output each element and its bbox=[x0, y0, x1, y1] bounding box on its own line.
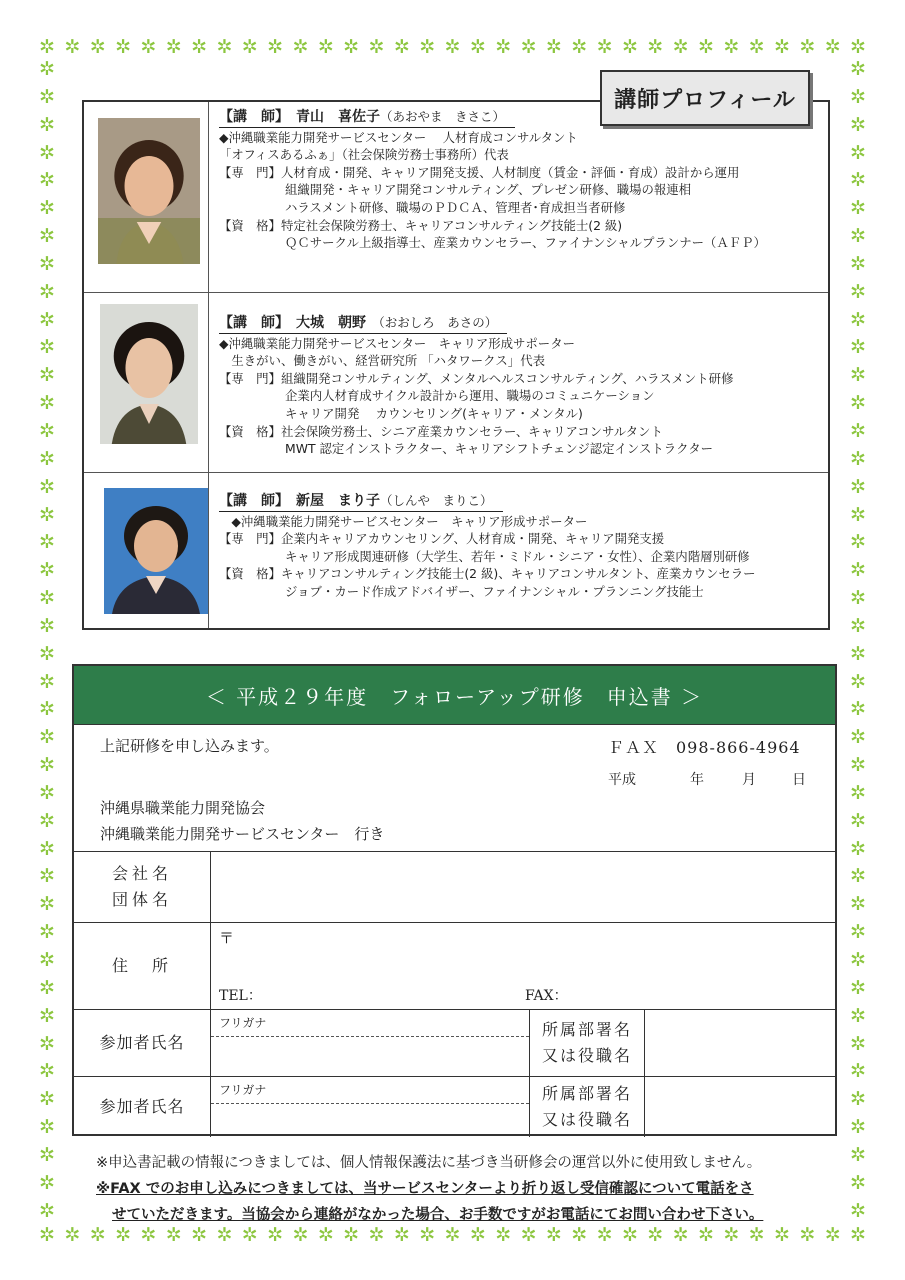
instructor-detail-line: 【資 格】特定社会保険労務士、キャリアコンサルティング技能士(2 級) bbox=[219, 217, 623, 233]
flower-icon: ✲ bbox=[216, 1224, 233, 1246]
flower-icon: ✲ bbox=[165, 36, 182, 58]
flower-icon: ✲ bbox=[39, 475, 55, 498]
flower-icon: ✲ bbox=[850, 36, 866, 58]
flower-icon: ✲ bbox=[748, 1224, 765, 1246]
flower-icon: ✲ bbox=[850, 614, 866, 637]
flower-icon: ✲ bbox=[39, 1171, 55, 1194]
flower-icon: ✲ bbox=[39, 447, 55, 470]
flower-icon: ✲ bbox=[39, 280, 55, 303]
flower-icon: ✲ bbox=[850, 1224, 866, 1246]
flower-icon: ✲ bbox=[317, 1224, 334, 1246]
furigana-label: フリガナ bbox=[219, 1016, 267, 1030]
flower-icon: ✲ bbox=[39, 1143, 55, 1166]
flower-icon: ✲ bbox=[748, 36, 765, 58]
flower-icon: ✲ bbox=[39, 1088, 55, 1111]
flower-icon: ✲ bbox=[850, 308, 866, 331]
date-era: 平成 bbox=[608, 772, 636, 788]
flower-icon: ✲ bbox=[850, 503, 866, 526]
instructor-detail-line: ハラスメント研修、職場のＰＤＣＡ、管理者･育成担当者研修 bbox=[285, 199, 626, 215]
flower-icon: ✲ bbox=[393, 1224, 410, 1246]
address-label: 住 所 bbox=[74, 923, 211, 1009]
flower-icon: ✲ bbox=[343, 36, 360, 58]
recipient-org-2: 沖縄職業能力開発サービスセンター 行き bbox=[100, 825, 385, 843]
flower-icon: ✲ bbox=[774, 1224, 790, 1246]
instructor-row-1 bbox=[84, 102, 828, 293]
flower-icon: ✲ bbox=[444, 36, 461, 58]
participant-name-field-2[interactable] bbox=[211, 1077, 530, 1137]
flower-icon: ✲ bbox=[850, 893, 866, 916]
flower-icon: ✲ bbox=[850, 336, 866, 359]
flower-icon: ✲ bbox=[824, 1224, 841, 1246]
flower-icon: ✲ bbox=[368, 36, 385, 58]
recipient-org-1: 沖縄県職業能力開発協会 bbox=[100, 799, 266, 817]
instructor-info-1 bbox=[209, 102, 828, 292]
flower-icon: ✲ bbox=[39, 587, 55, 610]
flower-icon: ✲ bbox=[799, 36, 816, 58]
flower-icon: ✲ bbox=[469, 36, 486, 58]
instructor-detail-line: 【資 格】キャリアコンサルティング技能士(2 級)、キャリアコンサルタント、産業カウンセラー bbox=[219, 566, 756, 582]
flower-icon: ✲ bbox=[39, 197, 55, 220]
date-month: 月 bbox=[742, 772, 756, 788]
flower-icon: ✲ bbox=[39, 670, 55, 693]
flower-icon: ✲ bbox=[824, 36, 841, 58]
instructor-detail-line: ◆沖縄職業能力開発サービスセンター キャリア形成サポーター bbox=[219, 335, 575, 351]
flower-icon: ✲ bbox=[850, 1004, 866, 1027]
instructor-info-2 bbox=[209, 292, 828, 472]
application-form bbox=[72, 664, 837, 1136]
flower-icon: ✲ bbox=[723, 36, 740, 58]
instructor-detail-line: MWT 認定インストラクター、キャリアシフトチェンジ認定インストラクター bbox=[285, 441, 714, 457]
dept-label: 所属部署名 又は役職名 bbox=[530, 1077, 645, 1137]
flower-icon: ✲ bbox=[39, 503, 55, 526]
flower-border-right bbox=[847, 58, 869, 1222]
photo-cell bbox=[84, 102, 209, 292]
fax-note-line-1: ※FAX でのお申し込みにつきましては、当サービスセンターより折り返し受信確認について電話をさ bbox=[96, 1181, 754, 1197]
flower-icon: ✲ bbox=[39, 308, 55, 331]
instructor-detail-line: 組織開発・キャリア開発コンサルティング、プレゼン研修、職場の報連相 bbox=[285, 182, 692, 198]
flower-icon: ✲ bbox=[850, 976, 866, 999]
flower-icon: ✲ bbox=[64, 36, 81, 58]
flower-icon: ✲ bbox=[419, 36, 436, 58]
notes bbox=[96, 1150, 763, 1228]
flower-icon: ✲ bbox=[39, 141, 55, 164]
instructor-row-2 bbox=[84, 292, 828, 473]
flower-icon: ✲ bbox=[444, 1224, 461, 1246]
flower-icon: ✲ bbox=[39, 976, 55, 999]
flower-icon: ✲ bbox=[191, 1224, 208, 1246]
flower-icon: ✲ bbox=[850, 364, 866, 387]
flower-icon: ✲ bbox=[850, 1171, 866, 1194]
flower-icon: ✲ bbox=[292, 36, 309, 58]
flower-icon: ✲ bbox=[850, 726, 866, 749]
flower-icon: ✲ bbox=[850, 865, 866, 888]
instructor-detail-line: 【専 門】組織開発コンサルティング、メンタルヘルスコンサルティング、ハラスメント研修 bbox=[219, 370, 734, 386]
flower-icon: ✲ bbox=[216, 36, 233, 58]
flower-icon: ✲ bbox=[140, 36, 157, 58]
company-name-field[interactable] bbox=[211, 852, 835, 922]
flower-icon: ✲ bbox=[723, 1224, 740, 1246]
flower-icon: ✲ bbox=[647, 1224, 664, 1246]
instructor-photo-1 bbox=[98, 118, 200, 264]
flower-icon: ✲ bbox=[850, 1116, 866, 1139]
participant-label: 参加者氏名 bbox=[74, 1010, 211, 1076]
flower-icon: ✲ bbox=[267, 36, 284, 58]
flower-icon: ✲ bbox=[621, 1224, 638, 1246]
flower-icon: ✲ bbox=[571, 36, 588, 58]
flower-icon: ✲ bbox=[850, 837, 866, 860]
flower-icon: ✲ bbox=[850, 921, 866, 944]
photo-cell bbox=[84, 292, 209, 472]
flower-icon: ✲ bbox=[39, 392, 55, 415]
flower-icon: ✲ bbox=[241, 1224, 258, 1246]
flower-icon: ✲ bbox=[596, 36, 613, 58]
flower-icon: ✲ bbox=[39, 559, 55, 582]
flower-icon: ✲ bbox=[850, 1143, 866, 1166]
instructor-photo-2 bbox=[100, 304, 198, 444]
form-intro bbox=[74, 725, 835, 852]
flower-icon: ✲ bbox=[850, 197, 866, 220]
instructor-detail-line: ◆沖縄職業能力開発サービスセンター 人材育成コンサルタント bbox=[219, 129, 578, 145]
flower-icon: ✲ bbox=[495, 36, 512, 58]
flower-icon: ✲ bbox=[39, 837, 55, 860]
flower-icon: ✲ bbox=[140, 1224, 157, 1246]
instructor-detail-line: キャリア開発 カウンセリング(キャリア・メンタル) bbox=[285, 405, 583, 421]
flower-icon: ✲ bbox=[39, 698, 55, 721]
flower-icon: ✲ bbox=[39, 865, 55, 888]
flower-border-left bbox=[36, 58, 58, 1222]
flower-icon: ✲ bbox=[39, 252, 55, 275]
flower-icon: ✲ bbox=[850, 670, 866, 693]
flower-icon: ✲ bbox=[850, 949, 866, 971]
flower-icon: ✲ bbox=[39, 36, 55, 58]
flower-icon: ✲ bbox=[39, 58, 55, 80]
flower-border-top bbox=[36, 36, 869, 58]
instructor-detail-line: 【専 門】人材育成・開発、キャリア開発支援、人材制度（賃金・評価・育成）設計から運用 bbox=[219, 164, 740, 180]
flower-icon: ✲ bbox=[292, 1224, 309, 1246]
flower-icon: ✲ bbox=[850, 419, 866, 442]
flower-icon: ✲ bbox=[39, 1224, 55, 1246]
flower-icon: ✲ bbox=[850, 698, 866, 721]
flower-icon: ✲ bbox=[39, 225, 55, 248]
instructor-detail-line: ジョブ・カード作成アドバイザー、ファイナンシャル・プランニング技能士 bbox=[285, 583, 704, 599]
flower-icon: ✲ bbox=[850, 280, 866, 303]
flower-icon: ✲ bbox=[774, 36, 790, 58]
flower-icon: ✲ bbox=[39, 1004, 55, 1027]
flower-icon: ✲ bbox=[545, 1224, 562, 1246]
instructor-name-3: 【講 師】 新屋 まり子（しんや まりこ） bbox=[219, 492, 503, 512]
flower-icon: ✲ bbox=[64, 1224, 81, 1246]
flower-icon: ✲ bbox=[39, 949, 55, 971]
dept-label: 所属部署名 又は役職名 bbox=[530, 1010, 645, 1076]
flower-icon: ✲ bbox=[850, 85, 866, 108]
instructor-name-1: 【講 師】 青山 喜佐子（あおやま きさこ） bbox=[219, 108, 515, 128]
dept-field-2[interactable] bbox=[645, 1077, 835, 1137]
flower-icon: ✲ bbox=[621, 36, 638, 58]
flower-icon: ✲ bbox=[850, 169, 866, 192]
flower-icon: ✲ bbox=[241, 36, 258, 58]
flower-icon: ✲ bbox=[39, 1032, 55, 1055]
company-row bbox=[74, 852, 835, 923]
instructor-detail-line: 【専 門】企業内キャリアカウンセリング、人材育成・開発、キャリア開発支援 bbox=[219, 531, 665, 547]
form-title: ＜ 平成２９年度 フォローアップ研修 申込書 ＞ bbox=[74, 666, 835, 725]
instructor-detail-line: 生きがい、働きがい、経営研究所 「ハタワークス」代表 bbox=[219, 353, 545, 369]
flower-icon: ✲ bbox=[647, 36, 664, 58]
flower-icon: ✲ bbox=[850, 113, 866, 136]
flower-icon: ✲ bbox=[850, 392, 866, 415]
flower-icon: ✲ bbox=[850, 587, 866, 610]
instructor-detail-line: キャリア形成関連研修（大学生、若年・ミドル・シニア・女性）、企業内階層別研修 bbox=[285, 548, 750, 564]
flower-icon: ✲ bbox=[39, 921, 55, 944]
flower-icon: ✲ bbox=[850, 809, 866, 832]
flower-icon: ✲ bbox=[39, 169, 55, 192]
flower-icon: ✲ bbox=[850, 642, 866, 665]
flower-icon: ✲ bbox=[115, 36, 131, 58]
flower-icon: ✲ bbox=[697, 36, 714, 58]
participant-row-2 bbox=[74, 1077, 835, 1137]
flower-icon: ✲ bbox=[39, 893, 55, 916]
furigana-label: フリガナ bbox=[219, 1083, 267, 1097]
flower-icon: ✲ bbox=[39, 726, 55, 749]
flower-icon: ✲ bbox=[317, 36, 334, 58]
flower-icon: ✲ bbox=[393, 36, 410, 58]
flower-icon: ✲ bbox=[697, 1224, 714, 1246]
dept-field-1[interactable] bbox=[645, 1010, 835, 1076]
flower-icon: ✲ bbox=[850, 531, 866, 554]
flower-icon: ✲ bbox=[520, 36, 537, 58]
flower-icon: ✲ bbox=[850, 447, 866, 470]
flower-icon: ✲ bbox=[850, 1032, 866, 1055]
instructor-profiles bbox=[82, 100, 830, 630]
date-year: 年 bbox=[690, 772, 704, 788]
flower-icon: ✲ bbox=[267, 1224, 284, 1246]
instructor-detail-line: 企業内人材育成サイクル設計から運用、職場のコミュニケーション bbox=[285, 388, 655, 404]
instructor-detail-line: ＱＣサークル上級指導士、産業カウンセラー、ファイナンシャルプランナー（ＡＦＰ） bbox=[285, 235, 766, 251]
postal-mark: 〒 bbox=[219, 929, 235, 947]
flower-icon: ✲ bbox=[850, 252, 866, 275]
address-row bbox=[74, 923, 835, 1010]
instructor-detail-line: 【資 格】社会保険労務士、シニア産業カウンセラー、キャリアコンサルタント bbox=[219, 423, 663, 439]
flower-icon: ✲ bbox=[850, 754, 866, 777]
flower-icon: ✲ bbox=[115, 1224, 131, 1246]
flower-icon: ✲ bbox=[39, 1199, 55, 1222]
flower-icon: ✲ bbox=[89, 1224, 106, 1246]
flower-icon: ✲ bbox=[39, 531, 55, 554]
flower-icon: ✲ bbox=[39, 754, 55, 777]
address-field[interactable] bbox=[211, 923, 835, 1009]
intro-text: 上記研修を申し込みます。 bbox=[100, 737, 279, 755]
flower-icon: ✲ bbox=[39, 809, 55, 832]
flower-icon: ✲ bbox=[39, 85, 55, 108]
flower-icon: ✲ bbox=[850, 781, 866, 804]
flower-icon: ✲ bbox=[799, 1224, 816, 1246]
tel-label: TEL： bbox=[219, 988, 262, 1004]
flower-icon: ✲ bbox=[39, 419, 55, 442]
fax-note-line-2: せていただきます。当協会から連絡がなかった場合、お手数ですがお電話にてお問い合わせ下さい。 bbox=[112, 1207, 764, 1223]
instructor-detail-line: 「オフィスあるふぁ」（社会保険労務士事務所）代表 bbox=[219, 147, 509, 163]
flower-icon: ✲ bbox=[39, 113, 55, 136]
flower-icon: ✲ bbox=[419, 1224, 436, 1246]
instructor-row-3 bbox=[84, 472, 828, 628]
flower-icon: ✲ bbox=[850, 559, 866, 582]
instructor-photo-3 bbox=[104, 488, 208, 614]
flower-icon: ✲ bbox=[850, 1199, 866, 1222]
flower-icon: ✲ bbox=[672, 1224, 689, 1246]
flower-icon: ✲ bbox=[545, 36, 562, 58]
instructor-name-2: 【講 師】 大城 朝野 （おおしろ あさの） bbox=[219, 314, 507, 334]
flower-icon: ✲ bbox=[39, 1060, 55, 1083]
flower-icon: ✲ bbox=[850, 58, 866, 80]
instructor-info-3 bbox=[209, 472, 828, 628]
photo-cell bbox=[84, 472, 209, 628]
participant-row-1 bbox=[74, 1010, 835, 1077]
fax-number: ＦＡＸ 098-866-4964 bbox=[608, 738, 801, 757]
flower-icon: ✲ bbox=[368, 1224, 385, 1246]
flower-icon: ✲ bbox=[39, 614, 55, 637]
flower-icon: ✲ bbox=[495, 1224, 512, 1246]
flower-icon: ✲ bbox=[165, 1224, 182, 1246]
flower-icon: ✲ bbox=[850, 1060, 866, 1083]
profile-section-tab: 講師プロフィール bbox=[600, 70, 810, 126]
flower-icon: ✲ bbox=[850, 1088, 866, 1111]
participant-label: 参加者氏名 bbox=[74, 1077, 211, 1137]
flower-icon: ✲ bbox=[596, 1224, 613, 1246]
flower-icon: ✲ bbox=[520, 1224, 537, 1246]
flower-icon: ✲ bbox=[850, 225, 866, 248]
flower-icon: ✲ bbox=[571, 1224, 588, 1246]
flower-icon: ✲ bbox=[39, 336, 55, 359]
company-label: 会社名 団体名 bbox=[74, 852, 211, 922]
flower-icon: ✲ bbox=[672, 36, 689, 58]
flower-icon: ✲ bbox=[850, 141, 866, 164]
flower-icon: ✲ bbox=[343, 1224, 360, 1246]
flower-icon: ✲ bbox=[850, 475, 866, 498]
date-day: 日 bbox=[792, 772, 806, 788]
flower-icon: ✲ bbox=[39, 1116, 55, 1139]
instructor-detail-line: ◆沖縄職業能力開発サービスセンター キャリア形成サポーター bbox=[219, 513, 588, 529]
participant-name-field-1[interactable] bbox=[211, 1010, 530, 1076]
flower-icon: ✲ bbox=[39, 364, 55, 387]
flower-icon: ✲ bbox=[39, 781, 55, 804]
flower-icon: ✲ bbox=[469, 1224, 486, 1246]
privacy-note: ※申込書記載の情報につきましては、個人情報保護法に基づき当研修会の運営以外に使用致しません。 bbox=[96, 1155, 762, 1171]
flower-icon: ✲ bbox=[89, 36, 106, 58]
flower-icon: ✲ bbox=[191, 36, 208, 58]
fax-label: FAX： bbox=[525, 988, 568, 1004]
flower-icon: ✲ bbox=[39, 642, 55, 665]
